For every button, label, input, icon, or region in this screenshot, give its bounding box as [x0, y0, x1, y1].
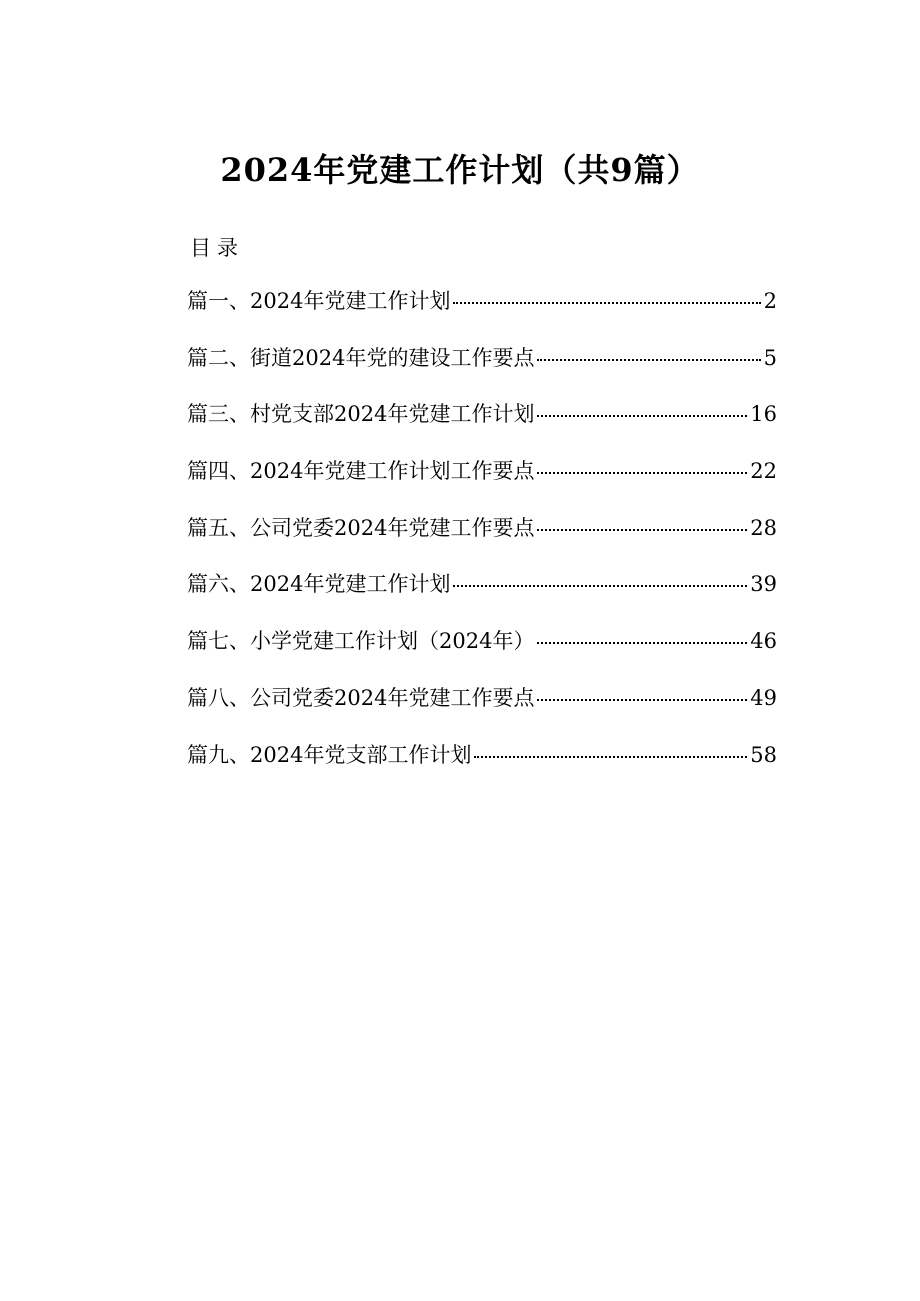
toc-entry-label: 篇四、2024年党建工作计划工作要点: [187, 459, 535, 484]
toc-entry-6[interactable]: [187, 568, 777, 625]
toc-entry-label: 篇三、村党支部2024年党建工作计划: [187, 402, 535, 427]
toc-dot-leader: [537, 642, 747, 644]
toc-entry-9[interactable]: [187, 739, 777, 796]
toc-entry-label: 篇八、公司党委2024年党建工作要点: [187, 685, 535, 710]
toc-page-number: 49: [750, 685, 777, 710]
toc-page-number: 22: [750, 459, 777, 484]
toc-entry-label: 篇五、公司党委2024年党建工作要点: [187, 515, 535, 540]
toc-page-number: 16: [750, 402, 777, 427]
toc-dot-leader: [453, 585, 747, 587]
toc-entry-label: 篇一、2024年党建工作计划: [187, 289, 451, 313]
toc-dot-leader: [537, 699, 747, 701]
toc-entry-1[interactable]: [187, 285, 777, 342]
toc-page-number: 46: [750, 629, 777, 654]
toc-dot-leader: [474, 756, 747, 758]
toc-entry-label: 篇六、2024年党建工作计划: [187, 572, 451, 597]
document-title: 2024年党建工作计划（共9篇）: [220, 151, 700, 189]
toc-page-number: 5: [763, 345, 777, 370]
toc-entry-8[interactable]: [187, 682, 777, 739]
toc-dot-leader: [537, 529, 747, 531]
toc-entry-label: 篇二、街道2024年党的建设工作要点: [187, 345, 535, 370]
toc-entry-5[interactable]: [187, 512, 777, 569]
toc-dot-leader: [537, 359, 760, 361]
toc-heading: 目录: [190, 236, 244, 260]
toc-page-number: 58: [750, 742, 777, 767]
toc-entry-7[interactable]: [187, 625, 777, 682]
table-of-contents: [187, 285, 777, 795]
toc-entry-label: 篇七、小学党建工作计划（2024年）: [187, 629, 535, 654]
toc-entry-4[interactable]: [187, 455, 777, 512]
toc-entry-label: 篇九、2024年党支部工作计划: [187, 742, 472, 767]
toc-dot-leader: [537, 415, 747, 417]
toc-entry-2[interactable]: [187, 342, 777, 399]
toc-entry-3[interactable]: [187, 398, 777, 455]
toc-page-number: 39: [750, 572, 777, 597]
toc-page-number: 28: [750, 515, 777, 540]
toc-dot-leader: [537, 472, 747, 474]
toc-page-number: 2: [763, 289, 777, 313]
toc-dot-leader: [453, 302, 760, 304]
